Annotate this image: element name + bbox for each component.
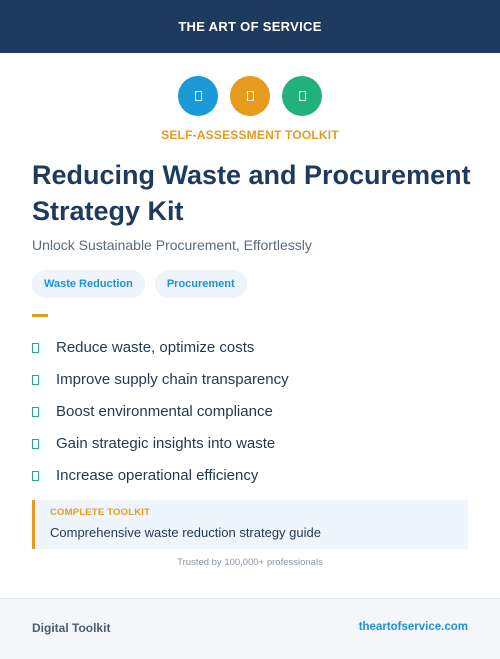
brand-name: THE ART OF SERVICE xyxy=(178,19,322,34)
check-icon xyxy=(32,343,39,353)
website-link[interactable]: theartofservice.com xyxy=(358,621,468,633)
feature-item xyxy=(32,331,289,363)
document-icon xyxy=(178,76,218,116)
feature-item xyxy=(32,395,289,427)
footer xyxy=(0,598,500,659)
subtitle: Unlock Sustainable Procurement, Effortlessly xyxy=(32,237,312,253)
check-icon xyxy=(32,407,39,417)
icon-row xyxy=(0,76,500,116)
callout-label: COMPLETE TOOLKIT xyxy=(50,507,151,518)
feature-text: Reduce waste, optimize costs xyxy=(56,338,255,356)
check-icon xyxy=(32,471,39,481)
feature-item xyxy=(32,427,289,459)
callout-text: Comprehensive waste reduction strategy guide xyxy=(50,525,321,540)
trust-line: Trusted by 100,000+ professionals xyxy=(177,557,323,568)
header-bar xyxy=(0,0,500,53)
toolkit-label: SELF-ASSESSMENT TOOLKIT xyxy=(161,128,339,142)
accent-divider xyxy=(32,314,48,317)
document-icon xyxy=(230,76,270,116)
feature-item xyxy=(32,459,289,491)
tag-waste-reduction[interactable]: Waste Reduction xyxy=(32,270,145,298)
feature-list xyxy=(32,331,289,491)
document-icon xyxy=(282,76,322,116)
check-icon xyxy=(32,439,39,449)
tag-procurement[interactable]: Procurement xyxy=(155,270,247,298)
feature-item xyxy=(32,363,289,395)
toolkit-callout xyxy=(32,500,468,549)
feature-text: Boost environmental compliance xyxy=(56,402,273,420)
feature-text: Increase operational efficiency xyxy=(56,466,259,484)
feature-text: Improve supply chain transparency xyxy=(56,370,289,388)
check-icon xyxy=(32,375,39,385)
footer-label: Digital Toolkit xyxy=(32,621,111,635)
feature-text: Gain strategic insights into waste xyxy=(56,434,276,452)
tag-list xyxy=(32,270,247,298)
page-title: Reducing Waste and Procurement Strategy Kit xyxy=(32,160,471,226)
